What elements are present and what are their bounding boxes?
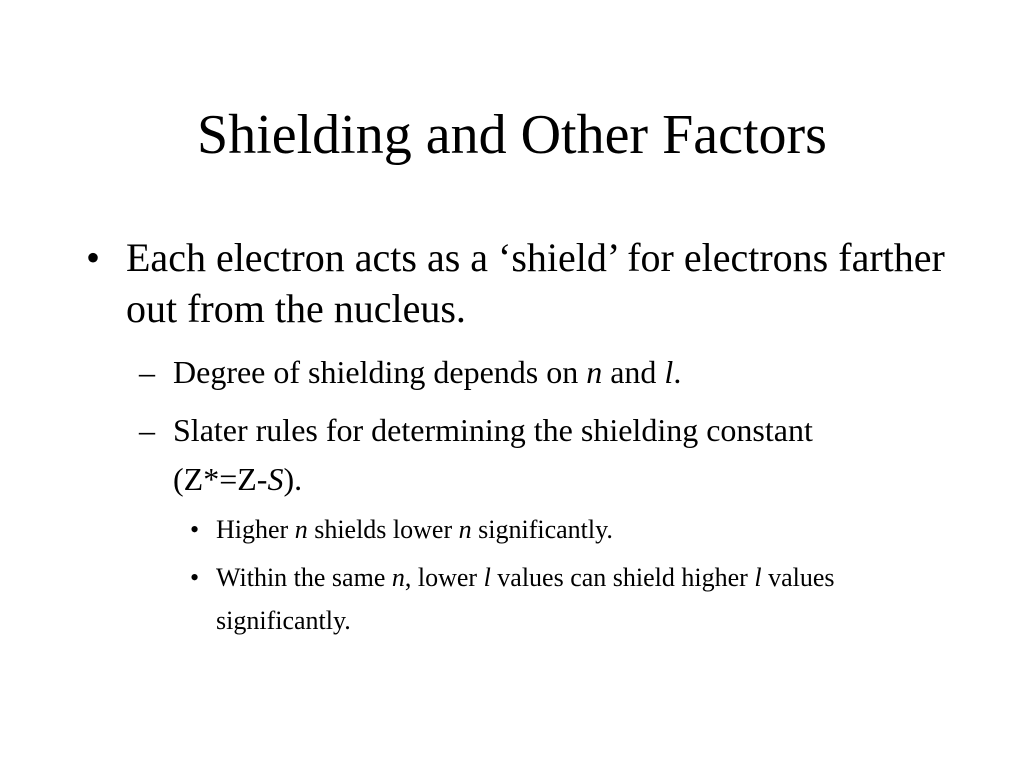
text-run: shields lower (307, 515, 459, 544)
text-run: Higher (216, 515, 295, 544)
text-run: Slater rules for determining the shielding constant (Z*=Z- (173, 412, 813, 497)
variable-n: n (586, 354, 603, 390)
bullet-marker: • (190, 563, 200, 592)
text-run: , lower (404, 563, 484, 592)
dash-marker: – (139, 412, 155, 448)
text-run: values can shield higher (490, 563, 755, 592)
dash-marker: – (139, 354, 155, 390)
variable-n: n (294, 515, 308, 544)
text-run: ). (283, 461, 303, 497)
variable-l: l (483, 563, 491, 592)
sub-bullet-text (173, 348, 933, 397)
variable-l: l (754, 563, 762, 592)
text-run: and (602, 354, 665, 390)
bullet-marker: • (86, 235, 101, 280)
bullet-marker: • (190, 515, 200, 544)
text-run: values significantly. (216, 563, 835, 635)
text-run: . (673, 354, 682, 390)
variable-l: l (664, 354, 674, 390)
variable-n: n (458, 515, 472, 544)
text-run: Within the same (216, 563, 392, 592)
sub-bullet-text (173, 406, 873, 504)
slide-title: Shielding and Other Factors (197, 104, 827, 166)
variable-n: n (391, 563, 405, 592)
text-run: significantly. (471, 515, 613, 544)
bullet-text: Each electron acts as a ‘shield’ for electrons farther out from the nucleus. (126, 235, 945, 331)
sub-sub-bullet-text (216, 508, 946, 551)
variable-s: S (267, 461, 284, 497)
text-run: Degree of shielding depends on (173, 354, 587, 390)
sub-sub-bullet-text (216, 556, 946, 642)
